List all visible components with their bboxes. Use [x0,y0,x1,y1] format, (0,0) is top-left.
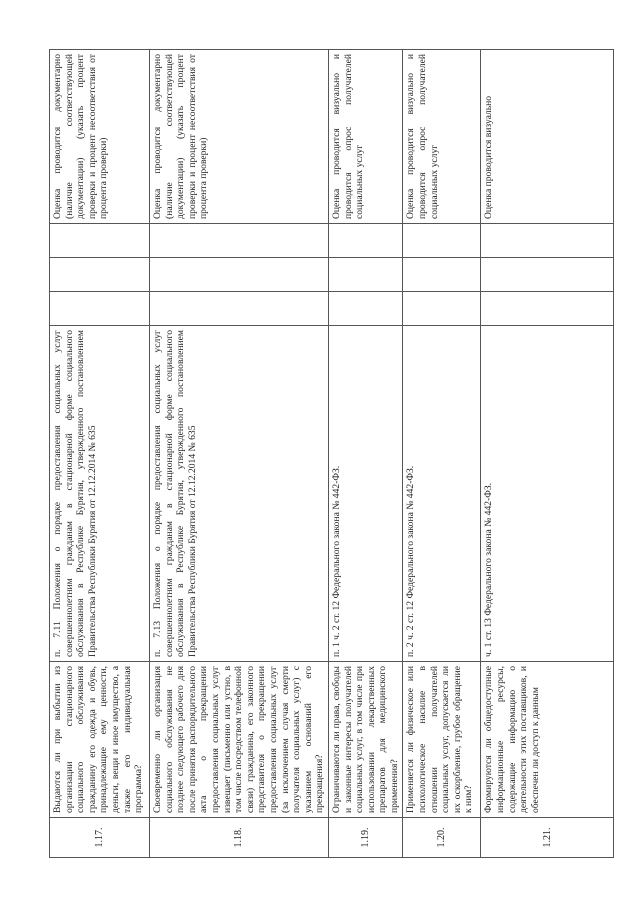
row-number: 1.20. [403,818,481,858]
answer-na-cell [481,224,614,258]
row-number: 1.18. [150,818,329,858]
answer-no-cell [403,258,481,292]
answer-yes-cell [328,292,403,326]
table-row [50,50,150,858]
answer-na-cell [328,224,403,258]
answer-na-cell [150,224,329,258]
legal-reference-cell: п. 7.11 Положения о порядке предоставления социальных услуг совершеннолетним гражданам в стационарной форме социального обслуживания в Республике Бурятия, утвержденного постановлением Правительства Республики Бурятия от 12.12.2014 № 635 [50,326,150,662]
note-cell: Оценка проводится визуально и проводится опрос получателей социальных услуг [403,50,481,224]
answer-na-cell [50,224,150,258]
answer-no-cell [50,258,150,292]
question-cell: Применяется ли физическое или психологическое насилие в отношении получателей социальных услуг, допускается ли их оскорбление, грубое обращение к ним? [403,662,481,818]
note-cell: Оценка проводится визуально [481,50,614,224]
inspection-checklist-table [49,49,614,858]
answer-yes-cell [150,292,329,326]
row-number: 1.21. [481,818,614,858]
note-cell: Оценка проводится документарно (наличие соответствующей документации) (указать процент проверки и процент несоответствия от процента проверки) [50,50,150,224]
question-cell: Ограничиваются ли права, свободы и законные интересы получателей социальных услуг, в том числе при использовании лекарственных препаратов для медицинского применения? [328,662,403,818]
legal-reference-cell: ч. 1 ст. 13 Федерального закона № 442-ФЗ. [481,326,614,662]
legal-reference-cell: п. 7.13 Положения о порядке предоставления социальных услуг совершеннолетним гражданам в стационарной форме социального обслуживания в Республике Бурятия, утвержденного постановлением Правительства Республики Бурятия от 12.12.2014 № 635 [150,326,329,662]
question-cell: Выдаются ли при выбытии из организации стационарного социального обслуживания гражданину его одежда и обувь, принадлежащие ему ценности, деньги, вещи и иное имущество, а также его индивидуальная программа? [50,662,150,818]
table-row [150,50,329,858]
legal-reference-cell: п. 1 ч. 2 ст. 12 Федерального закона № 442-ФЗ. [328,326,403,662]
note-cell: Оценка проводится документарно (наличие соответствующей документации) (указать процент проверки и процент несоответствия от процента проверки) [150,50,329,224]
question-cell: Формируются ли общедоступные информационные ресурсы, содержащие информацию о деятельности этих поставщиков, и обеспечен ли доступ к данным [481,662,614,818]
note-cell: Оценка проводится визуально и проводится опрос получателей социальных услуг [328,50,403,224]
answer-no-cell [481,258,614,292]
legal-reference-cell: п. 2 ч. 2 ст. 12 Федерального закона № 442-ФЗ. [403,326,481,662]
table-row [328,50,403,858]
answer-no-cell [328,258,403,292]
answer-no-cell [150,258,329,292]
table-row [403,50,481,858]
rotated-table-container [49,50,589,858]
answer-yes-cell [50,292,150,326]
answer-na-cell [403,224,481,258]
row-number: 1.19. [328,818,403,858]
row-number: 1.17. [50,818,150,858]
question-cell: Своевременно ли организация социального обслуживания не позднее следующего рабочего дня после принятия распорядительного акта о прекращении предоставления социальных услуг извещает (письменно или устно, в том числе посредством телефонной связи) гражданина, его законного представителя о прекращении предоставления социальных услуг (за исключением случая смерти получателя социальных услуг) с указанием оснований его прекращения? [150,662,329,818]
table-row [481,50,614,858]
answer-yes-cell [481,292,614,326]
answer-yes-cell [403,292,481,326]
